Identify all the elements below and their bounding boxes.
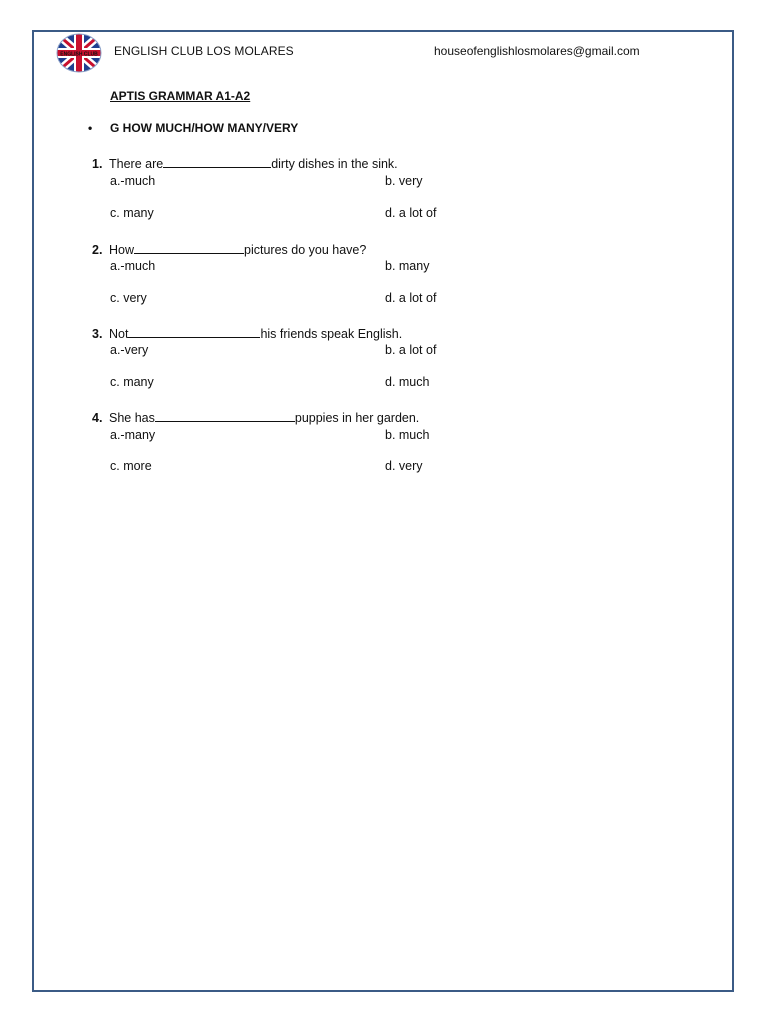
question-text-after: his friends speak English. xyxy=(260,327,403,341)
question-text-after: dirty dishes in the sink. xyxy=(271,157,398,171)
answer-blank[interactable] xyxy=(128,325,260,338)
union-jack-logo-icon xyxy=(56,33,102,73)
question-3 xyxy=(92,325,402,341)
option-a[interactable]: a.-very xyxy=(110,343,149,357)
option-d[interactable]: d. a lot of xyxy=(385,206,437,220)
question-text-before: How xyxy=(109,243,135,257)
option-c[interactable]: c. many xyxy=(110,206,154,220)
question-number: 1. xyxy=(92,157,103,171)
option-d[interactable]: d. a lot of xyxy=(385,291,437,305)
answer-blank[interactable] xyxy=(163,155,271,168)
question-text-before: She has xyxy=(109,411,155,425)
question-number: 2. xyxy=(92,243,103,257)
option-d[interactable]: d. very xyxy=(385,459,423,473)
question-1 xyxy=(92,155,398,171)
answer-blank[interactable] xyxy=(134,241,244,254)
question-text-before: Not xyxy=(109,327,129,341)
bullet-icon: • xyxy=(88,121,93,135)
question-text-after: puppies in her garden. xyxy=(294,411,420,425)
question-4 xyxy=(92,409,419,425)
document-title: APTIS GRAMMAR A1-A2 xyxy=(110,89,251,103)
option-b[interactable]: b. much xyxy=(385,428,430,442)
option-a[interactable]: a.-much xyxy=(110,174,156,188)
answer-blank[interactable] xyxy=(155,409,295,422)
option-a[interactable]: a.-much xyxy=(110,259,156,273)
topic-label: G HOW MUCH/HOW MANY/VERY xyxy=(110,121,299,135)
option-c[interactable]: c. more xyxy=(110,459,152,473)
option-b[interactable]: b. very xyxy=(385,174,423,188)
contact-email: houseofenglishlosmolares@gmail.com xyxy=(434,44,640,58)
question-2 xyxy=(92,241,366,257)
option-b[interactable]: b. many xyxy=(385,259,430,273)
svg-text:ENGLISH CLUB: ENGLISH CLUB xyxy=(60,51,98,58)
option-d[interactable]: d. much xyxy=(385,375,430,389)
question-number: 3. xyxy=(92,327,103,341)
question-number: 4. xyxy=(92,411,103,425)
option-c[interactable]: c. very xyxy=(110,291,147,305)
question-text-after: pictures do you have? xyxy=(244,243,367,257)
club-name: ENGLISH CLUB LOS MOLARES xyxy=(114,44,294,58)
question-text-before: There are xyxy=(109,157,164,171)
option-b[interactable]: b. a lot of xyxy=(385,343,437,357)
option-c[interactable]: c. many xyxy=(110,375,154,389)
option-a[interactable]: a.-many xyxy=(110,428,156,442)
topic-heading xyxy=(88,121,298,135)
